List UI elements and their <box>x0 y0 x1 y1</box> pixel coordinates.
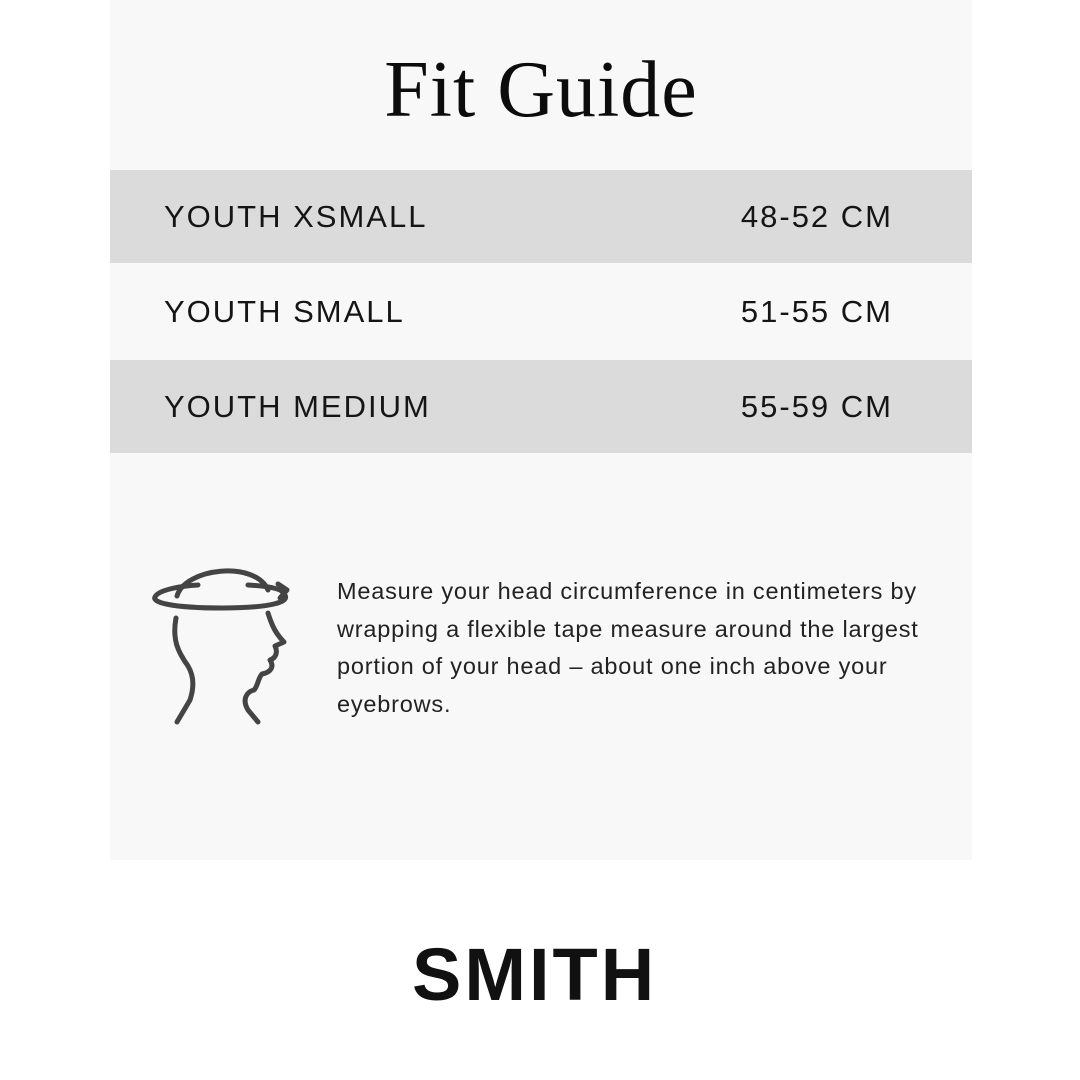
size-label: YOUTH MEDIUM <box>164 388 431 424</box>
head-measure-icon <box>150 560 300 730</box>
fit-guide-card <box>110 0 972 860</box>
size-range: 48-52 CM <box>740 198 893 234</box>
size-range: 55-59 CM <box>740 388 893 424</box>
page-title: Fit Guide <box>384 46 698 134</box>
size-row-youth-small <box>110 265 972 358</box>
size-row-youth-xsmall <box>110 170 972 263</box>
size-range: 51-55 CM <box>740 293 893 329</box>
smith-logo-text: SMITH <box>412 940 658 1002</box>
size-row-youth-medium <box>110 360 972 453</box>
size-label: YOUTH SMALL <box>164 293 405 329</box>
measure-instructions: Measure your head circumference in centimeters by wrapping a flexible tape measure around the largest portion of your head – about one inch above your eyebrows. <box>337 578 919 717</box>
smith-logo <box>412 940 668 1002</box>
size-label: YOUTH XSMALL <box>164 198 428 234</box>
